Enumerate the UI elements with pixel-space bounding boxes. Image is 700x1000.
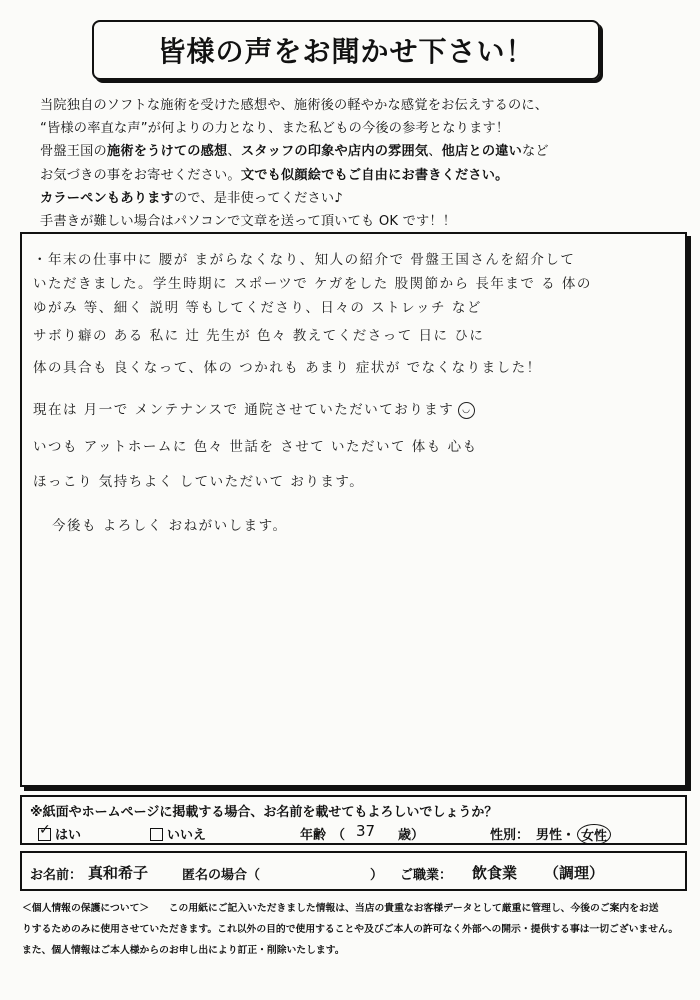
occupation-value[interactable]: 飲食業 xyxy=(472,864,518,882)
consent-yes-option[interactable] xyxy=(38,824,81,843)
intro-line-5-bold: カラーペンもあります xyxy=(40,190,174,206)
intro-text xyxy=(40,94,680,233)
anonymous-label: 匿名の場合（ xyxy=(182,868,261,883)
comment-line-5: 体の具合も 良くなって、体の つかれも あまり 症状が でなくなりました！ xyxy=(33,360,542,376)
intro-line-3-bold-2: スタッフの印象や店内の雰囲気 xyxy=(240,144,429,160)
yes-checkbox[interactable] xyxy=(38,828,51,841)
comment-line-7: いつも アットホームに 色々 世話を させて いただいて 体も 心も xyxy=(33,439,478,455)
intro-line-3-sep-2: 、 xyxy=(428,144,442,160)
comment-line-8: ほっこり 気持ちよく していただいて おります。 xyxy=(33,474,365,490)
gender-male[interactable]: 男性・ xyxy=(536,828,576,843)
consent-no-option[interactable] xyxy=(150,824,206,843)
comment-line-9: 今後も よろしく おねがいします。 xyxy=(52,518,288,534)
privacy-line-1: ＜個人情報の保護について＞ この用紙にご記入いただきました情報は、当店の貴重なお客様データとして厳重に管理し、今後のご案内をお送 xyxy=(22,903,659,914)
intro-line-1: 当院独自のソフトな施術を受けた感想や、施術後の軽やかな感覚をお伝えするのに、 xyxy=(40,98,549,113)
comment-line-6 xyxy=(33,398,673,419)
no-label: いいえ xyxy=(167,828,207,843)
intro-line-4 xyxy=(40,164,680,187)
consent-question: ※紙面やホームページに掲載する場合、お名前を載せてもよろしいでしょうか？ xyxy=(30,805,498,820)
yes-label: はい xyxy=(55,828,82,843)
name-value[interactable]: 真和希子 xyxy=(88,864,149,882)
privacy-notice xyxy=(22,898,682,961)
intro-line-4-pre: お気づきの事をお寄せください。 xyxy=(40,167,241,183)
intro-line-3-bold-1: 施術をうけての感想 xyxy=(106,144,228,160)
no-checkbox[interactable] xyxy=(150,828,163,841)
intro-line-3-pre: 骨盤王国の xyxy=(40,144,107,160)
gender-female-selected[interactable]: 女性 xyxy=(577,824,611,845)
intro-line-5-post: ので、是非使ってください♪ xyxy=(173,190,343,206)
comment-line-3: ゆがみ 等、細く 説明 等もしてくださり、日々の ストレッチ など xyxy=(33,300,482,316)
occupation-label: ご職業： xyxy=(400,868,453,883)
intro-line-3-post: など xyxy=(521,144,549,160)
age-close: 歳） xyxy=(398,828,425,843)
intro-line-5 xyxy=(40,187,680,210)
age-open: （ xyxy=(332,828,346,843)
privacy-line-2: りするためのみに使用させていただきます。これ以外の目的で使用することや及びご本人の許可なく外部への開示・提供する事は一切ございません。 xyxy=(22,924,679,935)
intro-line-4-bold: 文でも似顔絵でもご自由にお書きください。 xyxy=(240,167,509,183)
privacy-line-3: また、個人情報はご本人様からのお申し出により訂正・削除いたします。 xyxy=(22,945,345,956)
age-label: 年齢 xyxy=(300,828,327,843)
comment-line-4: サボり癖の ある 私に 辻 先生が 色々 教えてくださって 日に ひに xyxy=(33,328,485,344)
intro-line-2: “皆様の率直な声”が何よりの力となり、また私どもの今後の参考となります！ xyxy=(40,121,510,137)
intro-line-3-bold-3: 他店との違い xyxy=(441,144,522,160)
smiley-face-icon: ◡ xyxy=(458,402,475,419)
anonymous-close: ） xyxy=(370,868,384,883)
age-value[interactable]: 37 xyxy=(356,822,376,840)
name-box xyxy=(20,851,687,891)
intro-line-6: 手書きが難しい場合はパソコンで文章を送って頂いても OK です！！ xyxy=(40,214,457,230)
consent-box xyxy=(20,795,687,845)
name-label: お名前： xyxy=(30,868,83,883)
occupation-note[interactable]: （調理） xyxy=(544,864,605,882)
gender-label: 性別： xyxy=(490,828,530,843)
consent-row xyxy=(22,821,685,843)
comment-line-1: ・年末の仕事中に 腰が まがらなくなり、知人の紹介で 骨盤王国さんを紹介して xyxy=(33,252,576,268)
comment-line-2: いただきました。学生時期に スポーツで ケガをした 股関節から 長年まで る 体の xyxy=(33,276,592,292)
comment-line-6-text: 現在は 月一で メンテナンスで 通院させていただいております xyxy=(33,402,455,418)
intro-line-3 xyxy=(40,140,680,163)
page-title: 皆様の声をお聞かせ下さい！ xyxy=(92,20,600,80)
intro-line-3-sep-1: 、 xyxy=(227,144,241,160)
